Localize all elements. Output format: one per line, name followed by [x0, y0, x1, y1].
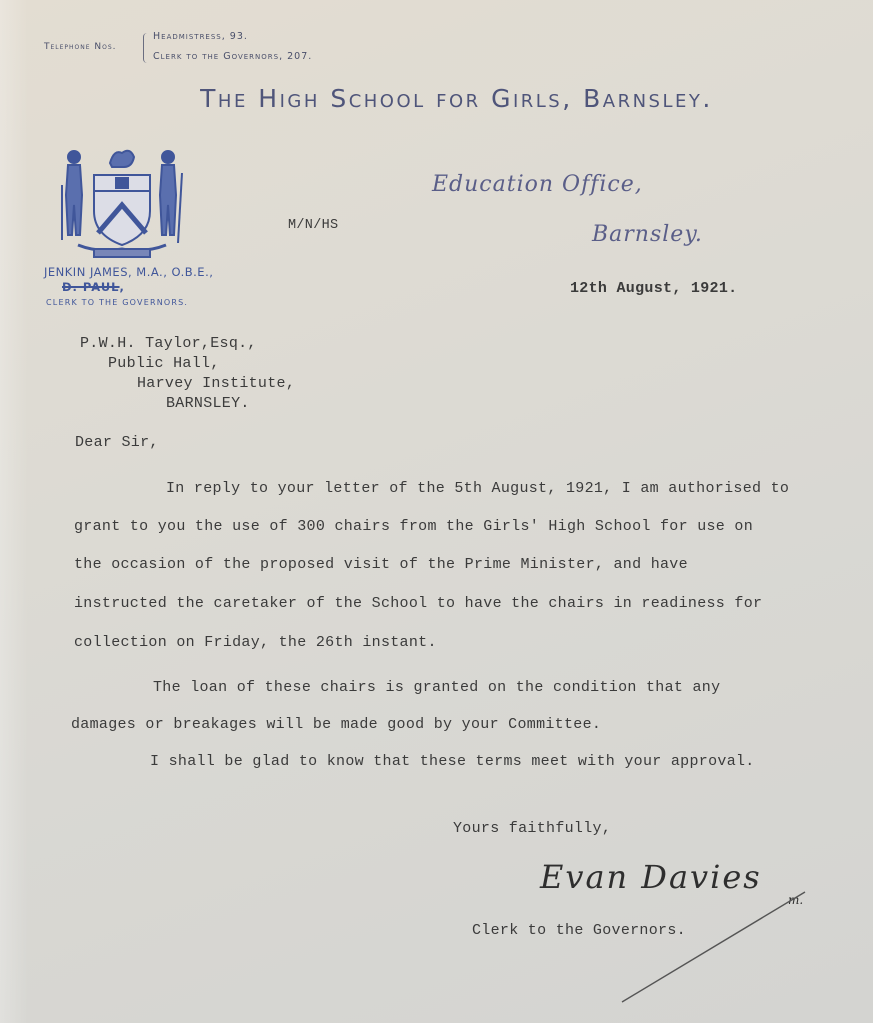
- recipient-town: BARNSLEY.: [166, 395, 250, 412]
- body-line: The loan of these chairs is granted on the condition that any: [153, 679, 721, 696]
- clerk-title: CLERK TO THE GOVERNORS.: [46, 298, 189, 307]
- signature-suffix: m.: [788, 893, 804, 907]
- body-line: the occasion of the proposed visit of the Prime Minister, and have: [74, 556, 688, 573]
- telephone-clerk: Clerk to the Governors, 207.: [153, 51, 313, 62]
- signatory-title: Clerk to the Governors.: [472, 922, 686, 939]
- salutation: Dear Sir,: [75, 434, 159, 451]
- body-line: damages or breakages will be made good by your Committee.: [71, 716, 602, 733]
- recipient-name: P.W.H. Taylor,Esq.,: [80, 335, 257, 352]
- recipient-address-line: Public Hall,: [108, 355, 220, 372]
- body-line: collection on Friday, the 26th instant.: [74, 634, 437, 651]
- telephone-brace: [143, 33, 149, 63]
- telephone-headmistress: Headmistress, 93.: [153, 31, 248, 42]
- sign-off: Yours faithfully,: [453, 820, 612, 837]
- coat-of-arms-icon: [48, 145, 196, 263]
- body-line: instructed the caretaker of the School to have the chairs in readiness for: [74, 595, 763, 612]
- reference-code: M/N/HS: [288, 218, 339, 233]
- handwritten-signature: Evan Davies: [540, 858, 762, 896]
- clerk-name: JENKIN JAMES, M.A., O.B.E.,: [44, 265, 214, 279]
- body-line: In reply to your letter of the 5th August, 1921, I am authorised to: [166, 480, 790, 497]
- office-line-1: Education Office,: [432, 172, 643, 197]
- school-title: The High School for Girls, Barnsley.: [200, 84, 713, 113]
- paper-fold-shadow: [0, 0, 28, 1023]
- telephone-label: Telephone Nos.: [44, 42, 117, 52]
- letter-date: 12th August, 1921.: [570, 280, 738, 297]
- struck-name-text: D. PAUL: [62, 280, 120, 294]
- struck-name-suffix: ,: [119, 280, 125, 294]
- body-line: grant to you the use of 300 chairs from the Girls' High School for use on: [74, 518, 754, 535]
- struck-out-clerk-name: [62, 280, 125, 294]
- recipient-address-line: Harvey Institute,: [137, 375, 296, 392]
- pen-stroke: [620, 888, 820, 1008]
- office-line-2: Barnsley.: [592, 222, 703, 247]
- body-line: I shall be glad to know that these terms meet with your approval.: [150, 753, 755, 770]
